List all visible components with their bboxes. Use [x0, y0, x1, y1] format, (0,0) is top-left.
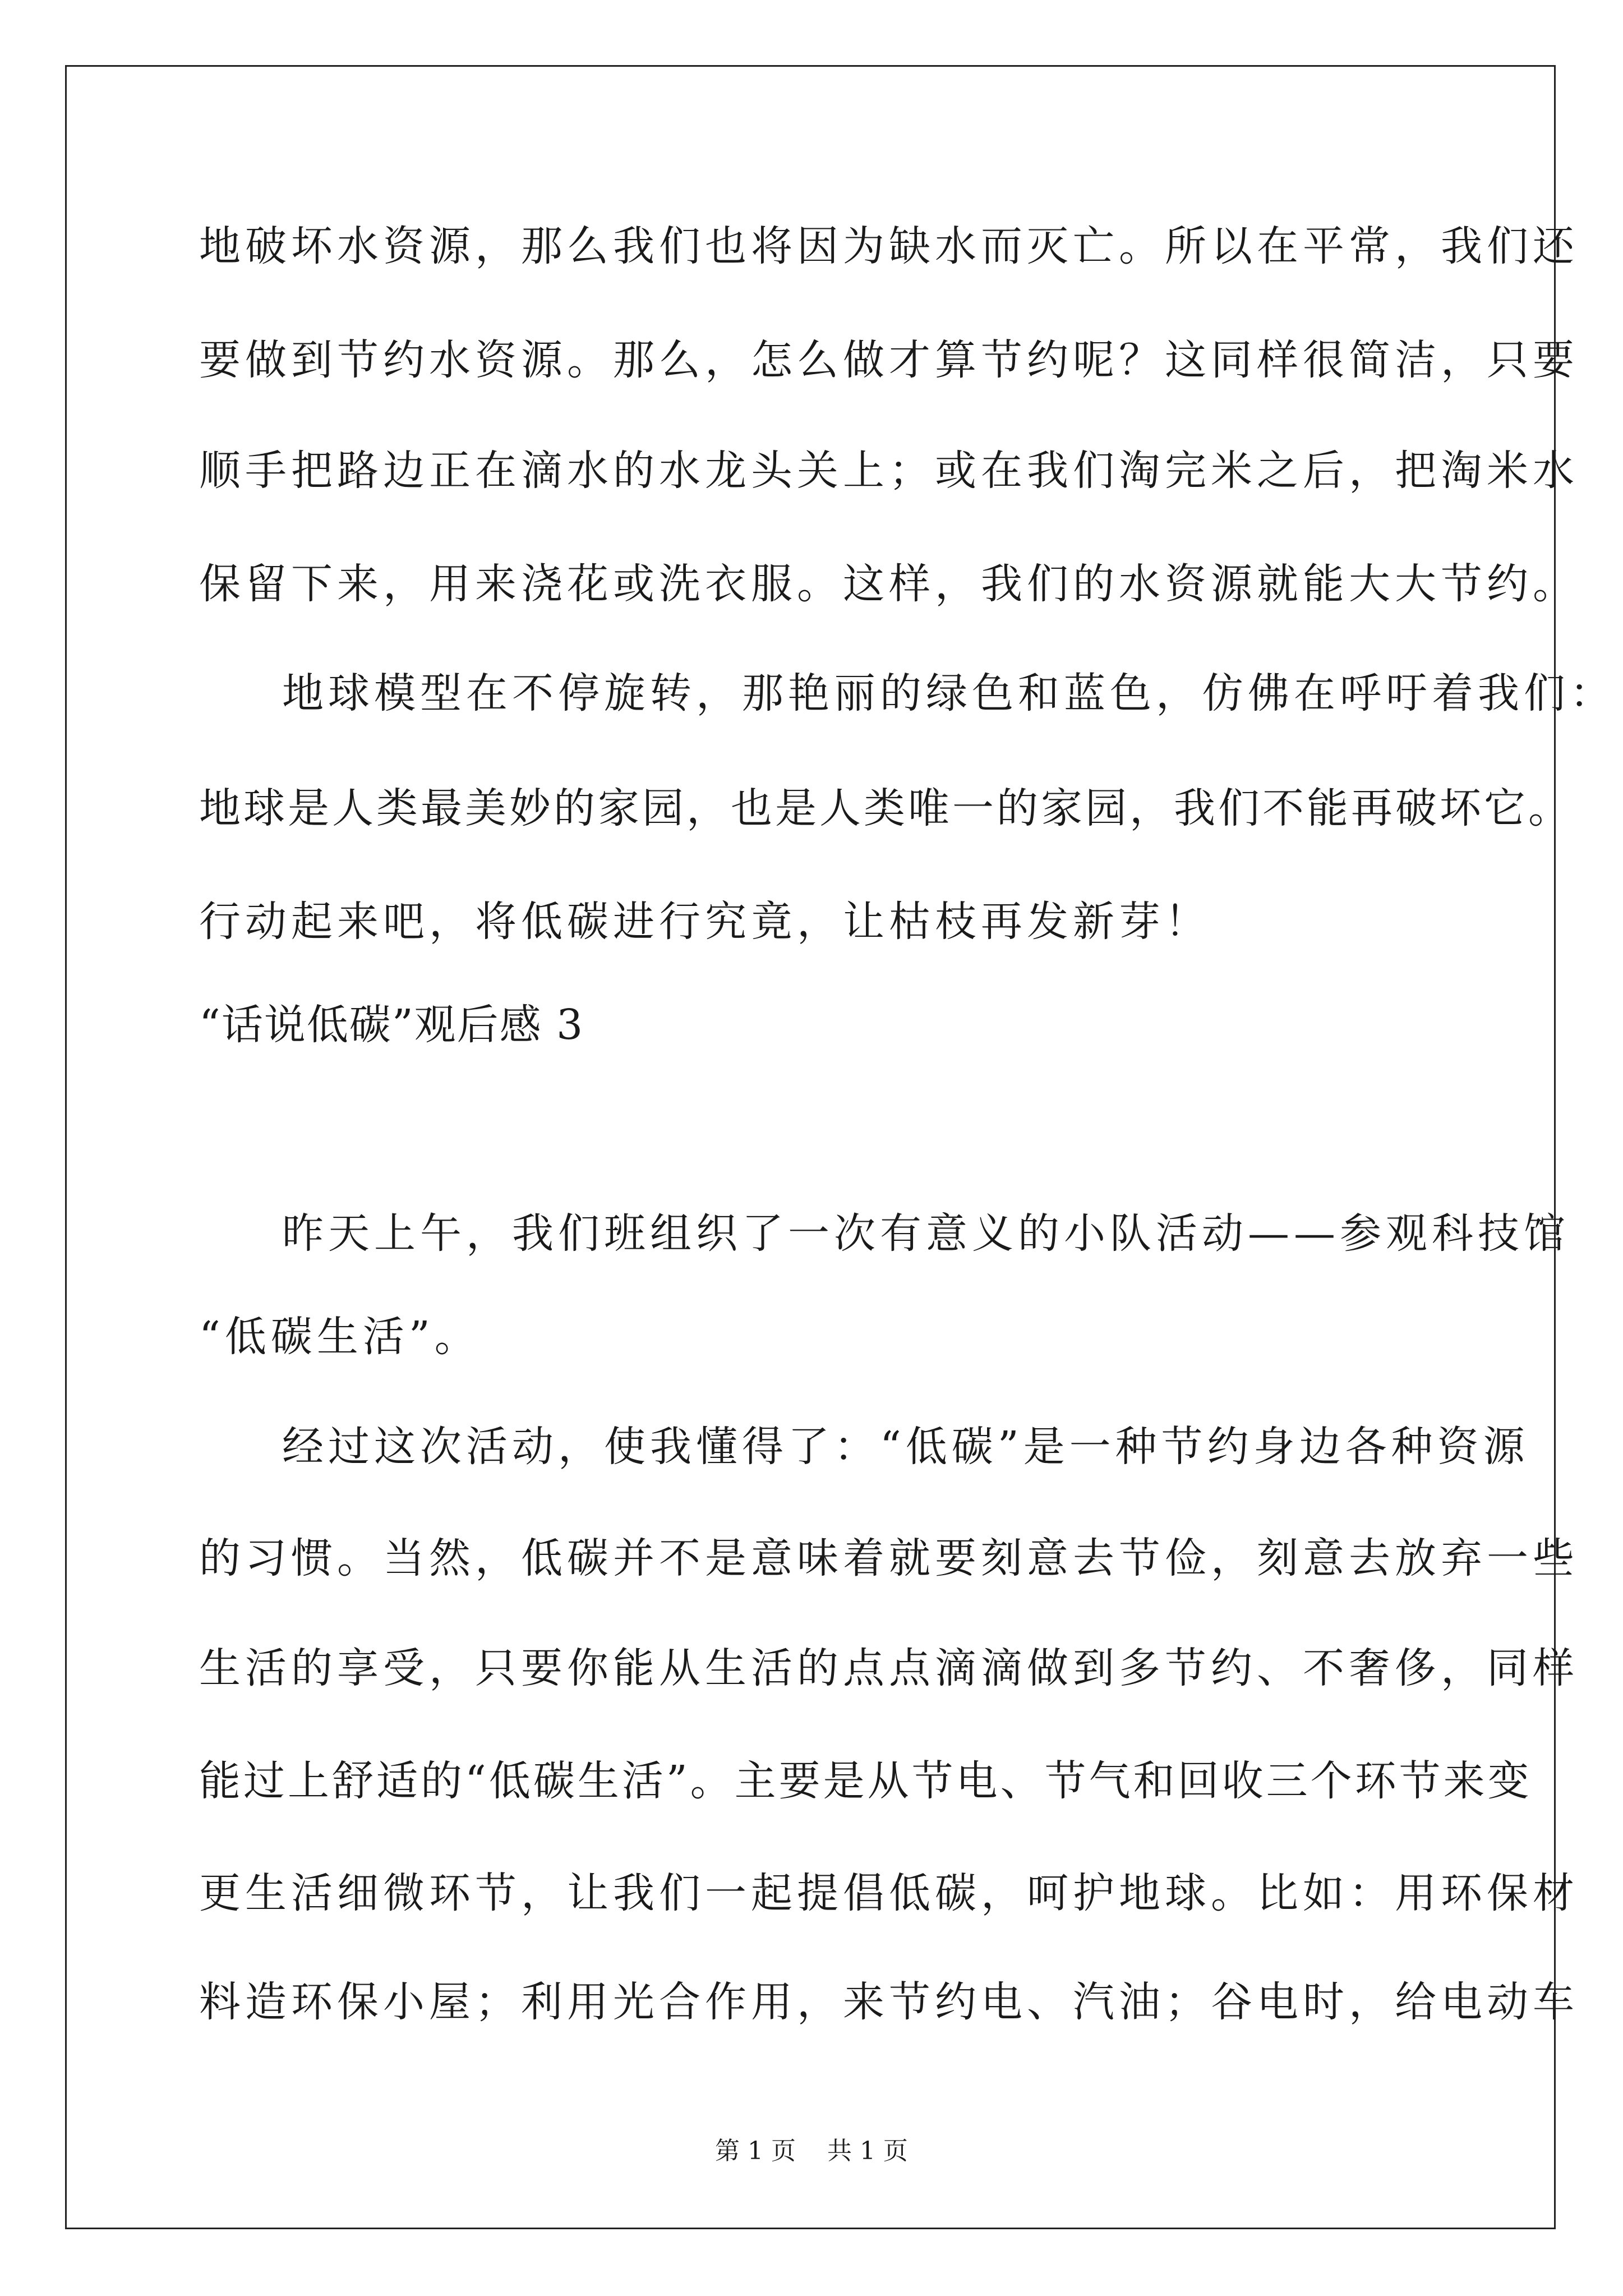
paragraph-line: 行动起来吧，将低碳进行究竟，让枯枝再发新芽！: [199, 898, 1211, 946]
paragraph-line: 地球是人类最美妙的家园，也是人类唯一的家园，我们不能再破坏它。: [199, 784, 1573, 832]
paragraph-line: 生活的享受，只要你能从生活的点点滴滴做到多节约、不奢侈，同样: [199, 1644, 1579, 1692]
paragraph-line: 地破坏水资源，那么我们也将因为缺水而灭亡。所以在平常，我们还: [199, 222, 1579, 270]
page-footer: 第 1 页 共 1 页: [715, 2137, 908, 2165]
paragraph-line: 更生活细微环节，让我们一起提倡低碳，呵护地球。比如：用环保材: [199, 1869, 1579, 1917]
paragraph-line: “低碳生活”。: [199, 1313, 481, 1361]
paragraph-line: 经过这次活动，使我懂得了：“低碳”是一种节约身边各种资源: [282, 1423, 1529, 1471]
paragraph-line: 的习惯。当然，低碳并不是意味着就要刻意去节俭，刻意去放弃一些: [199, 1534, 1579, 1582]
paragraph-line: 昨天上午，我们班组织了一次有意义的小队活动——参观科技馆: [282, 1209, 1570, 1258]
paragraph-line: 料造环保小屋；利用光合作用，来节约电、汽油；谷电时，给电动车: [199, 1978, 1579, 2026]
paragraph-line: 保留下来，用来浇花或洗衣服。这样，我们的水资源就能大大节约。: [199, 560, 1579, 608]
paragraph-line: 能过上舒适的“低碳生活”。主要是从节电、节气和回收三个环节来变: [199, 1757, 1532, 1805]
paragraph-line: 要做到节约水资源。那么，怎么做才算节约呢？这同样很简洁，只要: [199, 336, 1579, 384]
paragraph-line: 地球模型在不停旋转，那艳丽的绿色和蓝色，仿佛在呼吁着我们：: [282, 669, 1616, 717]
section-title: “话说低碳”观后感 3: [199, 1001, 584, 1049]
paragraph-line: 顺手把路边正在滴水的水龙头关上；或在我们淘完米之后，把淘米水: [199, 447, 1579, 495]
